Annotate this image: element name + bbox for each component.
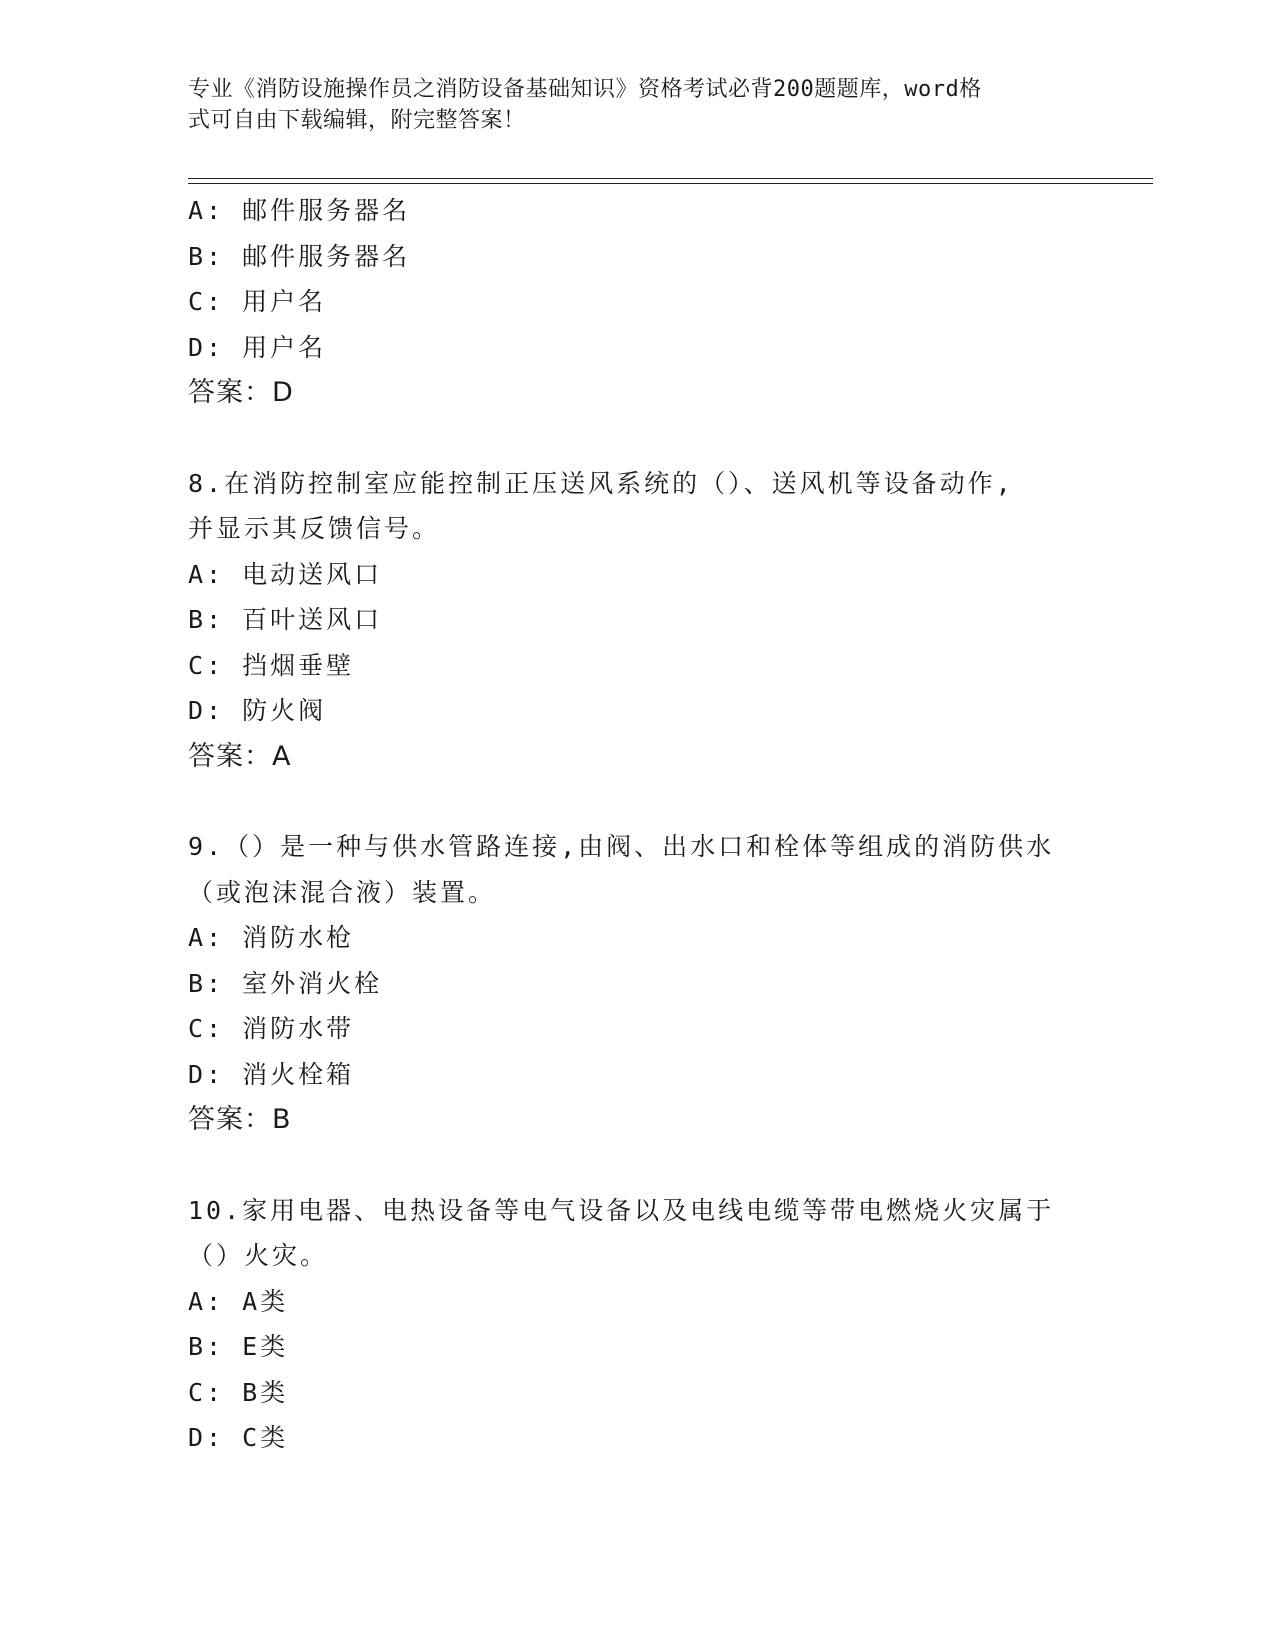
option-c: C: 消防水带: [188, 1014, 355, 1043]
question-stem-cont: （）火灾。: [188, 1241, 329, 1270]
option-d: D: 防火阀: [188, 696, 327, 725]
option-b: B: E类: [188, 1332, 289, 1361]
option-c: C: 用户名: [188, 287, 327, 316]
header-line-1: 专业《消防设施操作员之消防设备基础知识》资格考试必背200题题库，word格: [188, 77, 982, 102]
question-8: [188, 461, 1088, 780]
question-9: [188, 824, 1088, 1143]
question-list: [188, 188, 1088, 1461]
option-c: C: B类: [188, 1377, 289, 1407]
option-d: D: 用户名: [188, 332, 327, 362]
question-10: [188, 1188, 1088, 1461]
option-b: B: 室外消火栓: [188, 968, 383, 998]
option-d: D: 消火栓箱: [188, 1059, 355, 1089]
option-c: C: 挡烟垂壁: [188, 650, 355, 680]
option-a: A: 消防水枪: [188, 923, 355, 952]
option-d: D: C类: [188, 1423, 289, 1452]
question-stem-cont: （或泡沫混合液）装置。: [188, 877, 497, 907]
option-a: A: 电动送风口: [188, 559, 383, 589]
answer: 答案：D: [188, 377, 294, 408]
header-line-2: 式可自由下载编辑，附完整答案！: [188, 108, 526, 133]
question-stem-cont: 并显示其反馈信号。: [188, 514, 441, 543]
header-divider-top: [188, 178, 1153, 179]
question-7: [188, 188, 1088, 416]
document-header: [188, 74, 1088, 136]
option-b: B: 百叶送风口: [188, 605, 383, 634]
question-stem: 8.在消防控制室应能控制正压送风系统的（）、送风机等设备动作,: [188, 468, 1014, 498]
answer: 答案：B: [188, 1104, 292, 1135]
question-stem: 10.家用电器、电热设备等电气设备以及电线电缆等带电燃烧火灾属于: [188, 1195, 1055, 1225]
question-stem: 9.（）是一种与供水管路连接,由阀、出水口和栓体等组成的消防供水: [188, 832, 1055, 861]
option-a: A: A类: [188, 1286, 289, 1316]
option-b: B: 邮件服务器名: [188, 241, 411, 271]
option-a: A: 邮件服务器名: [188, 196, 411, 225]
answer: 答案：A: [188, 740, 292, 772]
header-divider-bottom: [188, 183, 1153, 184]
